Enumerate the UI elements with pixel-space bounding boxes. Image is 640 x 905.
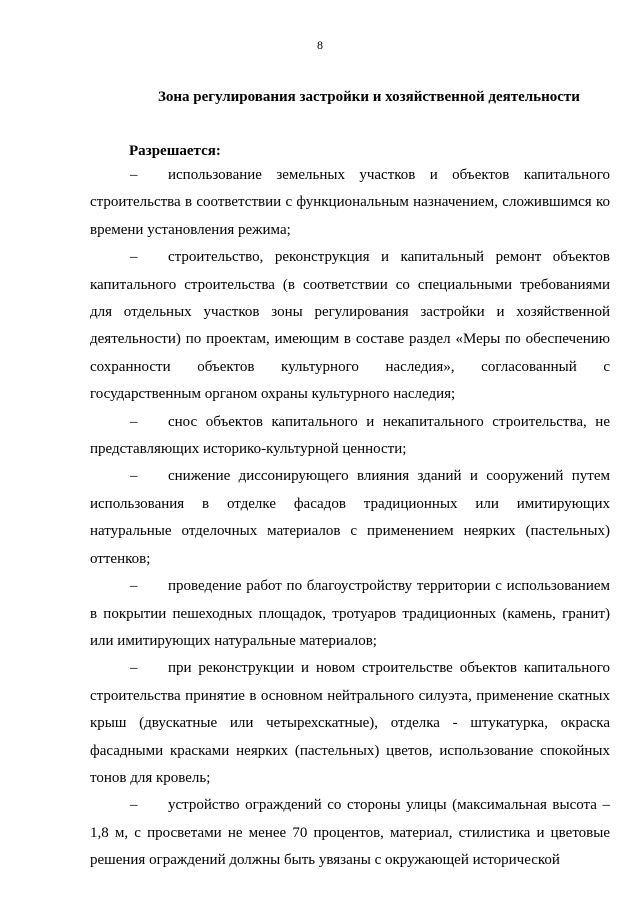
dash-marker: – <box>130 468 138 485</box>
list-item <box>90 463 610 573</box>
allowed-label: Разрешается: <box>129 143 221 159</box>
page-number: 8 <box>317 38 323 52</box>
list-item-text: проведение работ по благоустройству территории с использованием в покрытии пешеходных площадок, тротуаров традиционных (камень, гранит) или имитирующих натуральные материалов; <box>90 578 610 649</box>
list-item <box>90 409 610 464</box>
dash-marker: – <box>130 660 138 677</box>
list-item <box>90 244 610 408</box>
list-item-text: устройство ограждений со стороны улицы (максимальная высота – 1,8 м, с просветами не менее 70 процентов, материал, стилистика и цветовые решения ограждений должны быть увязаны с окружающей исторической <box>90 797 610 869</box>
dash-marker: – <box>130 413 138 430</box>
list-item <box>90 162 610 244</box>
dash-marker: – <box>130 797 138 814</box>
list-item-text: строительство, реконструкция и капитальный ремонт объектов капитального строительства (в соответствии со специальными требованиями для отдельных участков зоны регулирования застройки и хозяйственной деятельности) по проектам, имеющим в составе раздел «Меры по обеспечению сохранности объектов культурного наследия», согласованный с государственным органом охраны культурного наследия; <box>90 249 610 403</box>
list-item <box>90 573 610 655</box>
allowed-items-list <box>90 162 610 875</box>
dash-marker: – <box>130 167 138 183</box>
section-heading: Зона регулирования застройки и хозяйственной деятельности <box>158 89 580 105</box>
list-item <box>90 655 610 792</box>
dash-marker: – <box>130 578 138 595</box>
list-item-text: использование земельных участков и объектов капитального строительства в соответствии с функциональным назначением, сложившимся ко времени установления режима; <box>90 167 610 238</box>
list-item <box>90 792 610 874</box>
dash-marker: – <box>130 249 138 266</box>
list-item-text: при реконструкции и новом строительстве объектов капитального строительства принятие в основном нейтрального силуэта, применение скатных крыш (двускатные или четырехскатные), отделка - штукатурка, окраска фасадными красками неярких (пастельных) цветов, использование спокойных тонов для кровель; <box>90 660 610 786</box>
list-item-text: снижение диссонирующего влияния зданий и сооружений путем использования в отделке фасадов традиционных или имитирующих натуральные отделочных материалов с применением неярких (пастельных) оттенков; <box>90 468 610 567</box>
list-item-text: снос объектов капитального и некапитального строительства, не представляющих историко-культурной ценности; <box>90 413 610 458</box>
